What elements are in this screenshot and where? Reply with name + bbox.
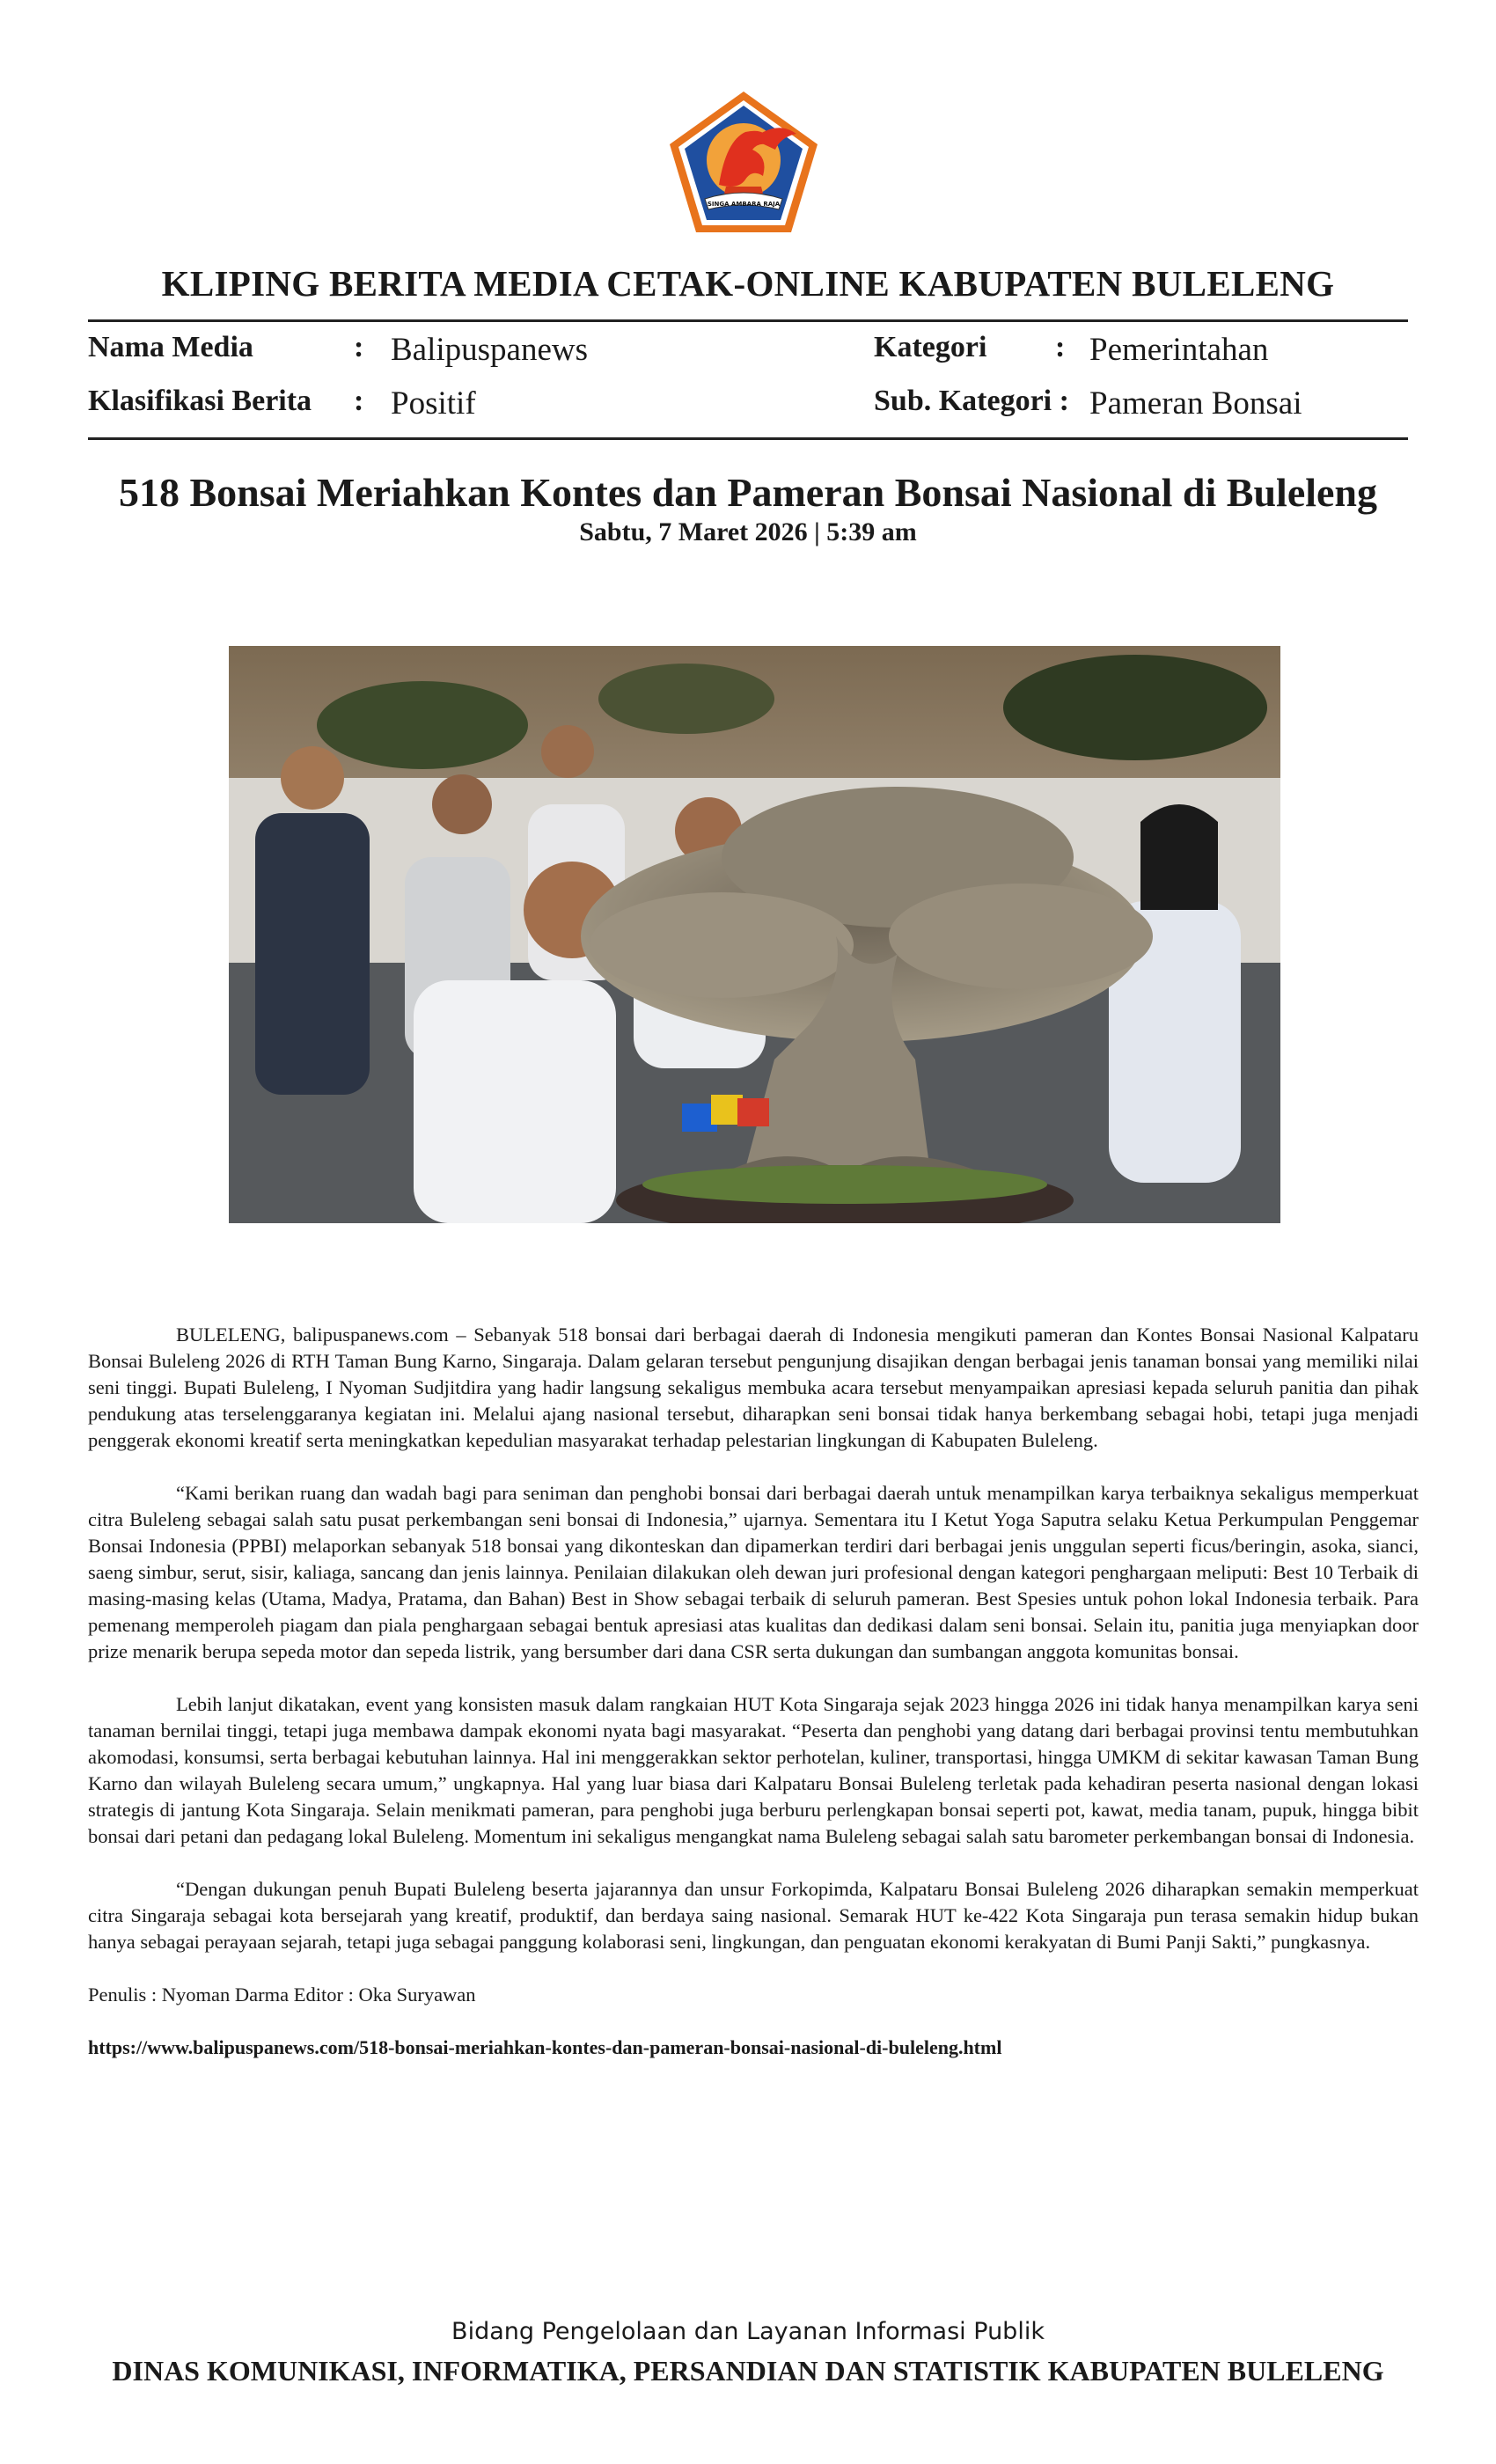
article-url-link[interactable]: https://www.balipuspanews.com/518-bonsai-meriahkan-kontes-dan-pameran-bonsai-nasional-di-buleleng.html [88, 2036, 1002, 2058]
meta-divider [88, 437, 1408, 440]
article-paragraph: “Dengan dukungan penuh Bupati Buleleng beserta jajarannya dan unsur Forkopimda, Kalpataru Bonsai Buleleng 2026 diharapkan semakin memperkuat citra Singaraja sebagai kota bersejarah yang kreatif, produktif, dan berdaya saing nasional. Semarak HUT ke-422 Kota Singaraja pun terasa semakin hidup bukan hanya sebagai perayaan sejarah, tetapi juga sebagai panggung kolaborasi seni, lingkungan, dan penguatan ekonomi kerakyatan di Bumi Panji Sakti,” pungkasnya. [88, 1878, 1419, 1953]
article-credit: Penulis : Nyoman Darma Editor : Oka Suryawan [88, 1984, 476, 2006]
article-paragraph: BULELENG, balipuspanews.com – Sebanyak 518 bonsai dari berbagai daerah di Indonesia mengikuti pameran dan Kontes Bonsai Nasional Kalpataru Bonsai Buleleng 2026 di RTH Taman Bung Karno, Singaraja. Dalam gelaran tersebut pengunjung disajikan dengan berbagai jenis tanaman bonsai yang memiliki nilai seni tinggi. Bupati Buleleng, I Nyoman Sudjitdira yang hadir langsung sekaligus membuka acara tersebut menyampaikan apresiasi kepada seluruh panitia dan pihak pendukung atas terselenggaranya kegiatan ini. Melalui ajang nasional tersebut, diharapkan seni bonsai tidak hanya berkembang sebagai hobi, tetapi juga menjadi penggerak ekonomi kreatif serta meningkatkan kepedulian masyarakat terhadap pelestarian lingkungan di Kabupaten Buleleng. [88, 1324, 1419, 1451]
klasifikasi-value: Positif [391, 385, 476, 422]
kategori-value: Pemerintahan [1089, 332, 1269, 368]
kategori-label: Kategori [874, 331, 987, 363]
document-title: KLIPING BERITA MEDIA CETAK-ONLINE KABUPATEN BULELENG [161, 263, 1335, 304]
regency-emblem-icon [664, 88, 823, 238]
article-date: Sabtu, 7 Maret 2026 | 5:39 am [579, 517, 917, 546]
klasifikasi-colon: : [354, 385, 364, 417]
subkategori-value: Pameran Bonsai [1089, 385, 1302, 422]
article-paragraph: “Kami berikan ruang dan wadah bagi para seniman dan penghobi bonsai dari berbagai daerah untuk menampilkan karya terbaiknya sekaligus memperkuat citra Buleleng sebagai salah satu pusat perkembangan seni bonsai di Indonesia,” ujarnya. Sementara itu I Ketut Yoga Saputra selaku Ketua Perkumpulan Penggemar Bonsai Indonesia (PPBI) melaporkan sebanyak 518 bonsai yang dikonteskan dan dipamerkan terdiri dari berbagai jenis unggulan seperti ficus/beringin, asoka, sianci, saeng simbur, serut, sisir, kaliaga, sancang dan jenis lainnya. Penilaian dilakukan oleh dewan juri profesional dengan kategori penghargaan meliputi: Best 10 Terbaik di masing-masing kelas (Utama, Madya, Pratama, dan Bahan) Best in Show sebagai terbaik di seluruh pameran. Best Spesies untuk pohon lokal Indonesia terbaik. Para pemenang memperoleh piagam dan piala penghargaan sebagai bentuk apresiasi atas kualitas dan dedikasi dalam seni bonsai. Selain itu, panitia juga menyiapkan door prize menarik berupa sepeda motor dan sepeda listrik, yang bersumber dari dana CSR serta dukungan dan sumbangan anggota komunitas bonsai. [88, 1482, 1419, 1662]
media-value: Balipuspanews [391, 332, 589, 368]
article-body [88, 1322, 1419, 2087]
article-photo [229, 646, 1280, 1223]
header-divider [88, 319, 1408, 322]
kategori-colon: : [1055, 331, 1066, 363]
footer-department: Bidang Pengelolaan dan Layanan Informasi Publik [451, 2318, 1045, 2345]
article-paragraph: Lebih lanjut dikatakan, event yang konsisten masuk dalam rangkaian HUT Kota Singaraja sejak 2023 hingga 2026 ini tidak hanya menampilkan karya seni tanaman bernilai tinggi, tetapi juga membawa dampak ekonomi nyata bagi masyarakat. “Peserta dan penghobi yang datang dari berbagai provinsi tentu membutuhkan akomodasi, konsumsi, serta berbagai kebutuhan lainnya. Hal ini menggerakkan sektor perhotelan, kuliner, transportasi, hingga UMKM di sekitar kawasan Taman Bung Karno dan wilayah Buleleng secara umum,” ungkapnya. Hal yang luar biasa dari Kalpataru Bonsai Buleleng terletak pada kehadiran peserta nasional dengan lokasi strategis di jantung Kota Singaraja. Selain menikmati pameran, para penghobi juga berburu perlengkapan bonsai seperti pot, kawat, media tanam, pupuk, hingga bibit bonsai dari petani dan pedagang lokal Buleleng. Momentum ini sekaligus mengangkat nama Buleleng sebagai salah satu barometer perkembangan bonsai di Indonesia. [88, 1693, 1419, 1847]
subkategori-label: Sub. Kategori : [874, 385, 1069, 417]
logo-caption: SINGA AMBARA RAJA [707, 201, 781, 208]
klasifikasi-label: Klasifikasi Berita [88, 385, 312, 417]
article-headline: 518 Bonsai Meriahkan Kontes dan Pameran Bonsai Nasional di Buleleng [118, 470, 1378, 515]
media-label: Nama Media [88, 331, 253, 363]
media-colon: : [354, 331, 364, 363]
footer-agency: DINAS KOMUNIKASI, INFORMATIKA, PERSANDIAN DAN STATISTIK KABUPATEN BULELENG [112, 2355, 1384, 2387]
